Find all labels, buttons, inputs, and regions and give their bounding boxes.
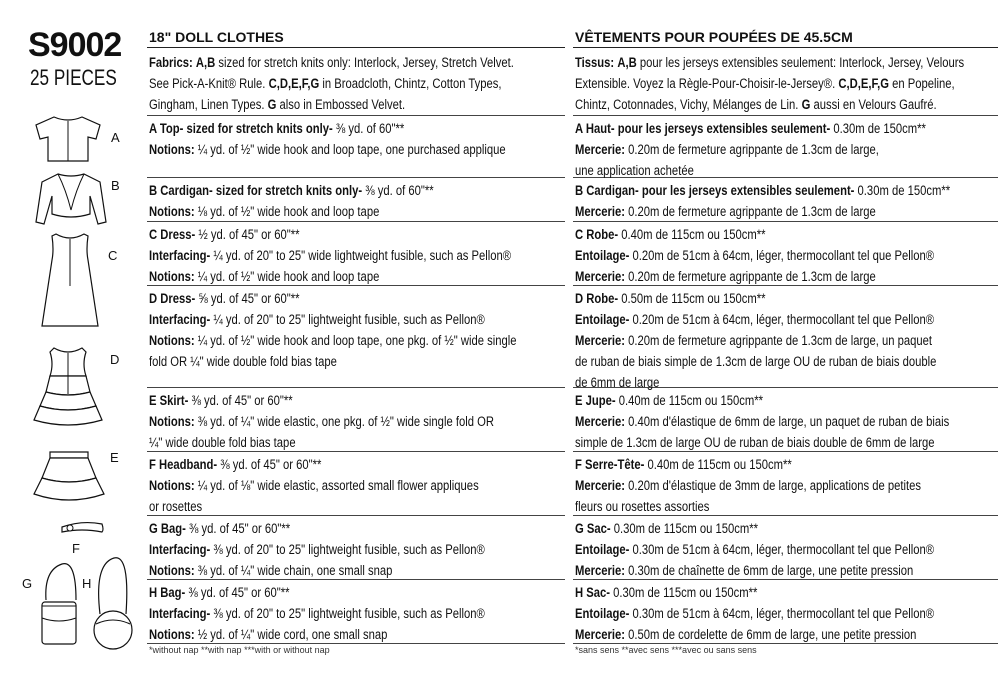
- view-f-headband-sketch: [58, 518, 106, 536]
- english-fabrics: Fabrics: A,B sized for stretch knits only: Interlock, Jersey, Stretch Velvet. See Pick-A-Knit® Rule. C,D,E,F,G in Broadcloth, Chintz, Cotton Types, Gingham, Linen Types. G also in Embossed Velvet.: [147, 50, 565, 116]
- pattern-number: S9002: [28, 26, 122, 64]
- english-view-f: F Headband- ⅜ yd. of 45" or 60"** Notions: ¼ yd. of ⅛" wide elastic, assorted small flower appliques or rosettes: [147, 452, 565, 516]
- english-view-c: C Dress- ½ yd. of 45" or 60"** Interfacing- ¼ yd. of 20" to 25" wide lightweight fusible, such as Pellon® Notions: ¼ yd. of ½" wide hook and loop tape: [147, 222, 565, 286]
- view-e-label: E: [110, 450, 119, 465]
- view-d-label: D: [110, 352, 120, 367]
- english-view-d: D Dress- ⅝ yd. of 45" or 60"** Interfacing- ¼ yd. of 20" to 25" lightweight fusible, such as Pellon® Notions: ¼ yd. of ½" wide hook and loop tape, one pkg. of ½" wide single fold OR ¼" wide double fold bias tape: [147, 286, 565, 388]
- view-h-bag-sketch: [90, 554, 136, 654]
- view-g-label: G: [22, 576, 33, 591]
- english-column: [147, 28, 565, 655]
- french-column: [573, 28, 998, 655]
- view-b-label: B: [111, 178, 120, 193]
- view-h-label: H: [82, 576, 92, 591]
- english-view-a: A Top- sized for stretch knits only- ⅜ yd. of 60"** Notions: ¼ yd. of ½" wide hook and loop tape, one purchased applique: [147, 116, 565, 178]
- view-e-skirt-sketch: [30, 448, 108, 504]
- english-view-g: G Bag- ⅜ yd. of 45" or 60"** Interfacing- ⅜ yd. of 20" to 25" lightweight fusible, such as Pellon® Notions: ⅜ yd. of ¼" wide chain, one small snap: [147, 516, 565, 580]
- french-view-g: G Sac- 0.30m de 115cm ou 150cm** Entoilage- 0.30m de 51cm à 64cm, léger, thermocollant tel que Pellon® Mercerie: 0.30m de chaînette de 6mm de large, une petite pression: [573, 516, 998, 580]
- french-view-c: C Robe- 0.40m de 115cm ou 150cm** Entoilage- 0.20m de 51cm à 64cm, léger, thermocollant tel que Pellon® Mercerie: 0.20m de fermeture agrippante de 1.3cm de large: [573, 222, 998, 286]
- view-d-dress-sketch: [28, 344, 108, 428]
- english-view-b: B Cardigan- sized for stretch knits only- ⅜ yd. of 60"** Notions: ⅛ yd. of ½" wide hook and loop tape: [147, 178, 565, 222]
- english-view-e: E Skirt- ⅜ yd. of 45" or 60"** Notions: ⅜ yd. of ¼" wide elastic, one pkg. of ½" wide single fold OR ¼" wide double fold bias tape: [147, 388, 565, 452]
- french-view-d: D Robe- 0.50m de 115cm ou 150cm** Entoilage- 0.20m de 51cm à 64cm, léger, thermocollant tel que Pellon® Mercerie: 0.20m de fermeture agrippante de 1.3cm de large, un paquet de ruban de biais simple de 1.3cm de large OU de ruban de biais double de 6mm de large: [573, 286, 998, 388]
- view-c-dress-sketch: [36, 230, 104, 330]
- french-view-h: H Sac- 0.30m de 115cm ou 150cm** Entoilage- 0.30m de 51cm à 64cm, léger, thermocollant tel que Pellon® Mercerie: 0.50m de cordelette de 6mm de large, une petite pression: [573, 580, 998, 644]
- pattern-sidebar: [0, 0, 138, 682]
- view-a-label: A: [111, 130, 120, 145]
- french-view-e: E Jupe- 0.40m de 115cm ou 150cm** Mercerie: 0.40m d'élastique de 6mm de large, un paquet de ruban de biais simple de 1.3cm de large OU de ruban de biais double de 6mm de large: [573, 388, 998, 452]
- french-fabrics: Tissus: A,B pour les jerseys extensibles seulement: Interlock, Jersey, Velours Extensible. Voyez la Règle-Pour-Choisir-le-Jersey®. C,D,E,F,G en Popeline, Chintz, Cotonnades, Vichy, Mélanges de Lin. G aussi en Velours Gaufré.: [573, 50, 998, 116]
- french-view-b: B Cardigan- pour les jerseys extensibles seulement- 0.30m de 150cm** Mercerie: 0.20m de fermeture agrippante de 1.3cm de large: [573, 178, 998, 222]
- view-g-bag-sketch: [36, 560, 82, 652]
- view-b-cardigan-sketch: [32, 170, 110, 228]
- english-title: 18" DOLL CLOTHES: [147, 28, 565, 48]
- french-title: VÊTEMENTS POUR POUPÉES DE 45.5CM: [573, 28, 998, 48]
- french-footnote: *sans sens **avec sens ***avec ou sans sens: [575, 645, 757, 655]
- view-c-label: C: [108, 248, 118, 263]
- english-view-h: H Bag- ⅜ yd. of 45" or 60"** Interfacing- ⅜ yd. of 20" to 25" lightweight fusible, such as Pellon® Notions: ½ yd. of ¼" wide cord, one small snap: [147, 580, 565, 644]
- french-view-a: A Haut- pour les jerseys extensibles seulement- 0.30m de 150cm** Mercerie: 0.20m de fermeture agrippante de 1.3cm de large, une application achetée: [573, 116, 998, 178]
- view-f-label: F: [72, 541, 80, 556]
- piece-count: 25 PIECES: [30, 65, 117, 90]
- english-footnote: *without nap **with nap ***with or without nap: [149, 645, 330, 655]
- view-a-top-sketch: [30, 113, 106, 165]
- french-view-f: F Serre-Tête- 0.40m de 115cm ou 150cm** Mercerie: 0.20m d'élastique de 3mm de large, applications de petites fleurs ou rosettes assorties: [573, 452, 998, 516]
